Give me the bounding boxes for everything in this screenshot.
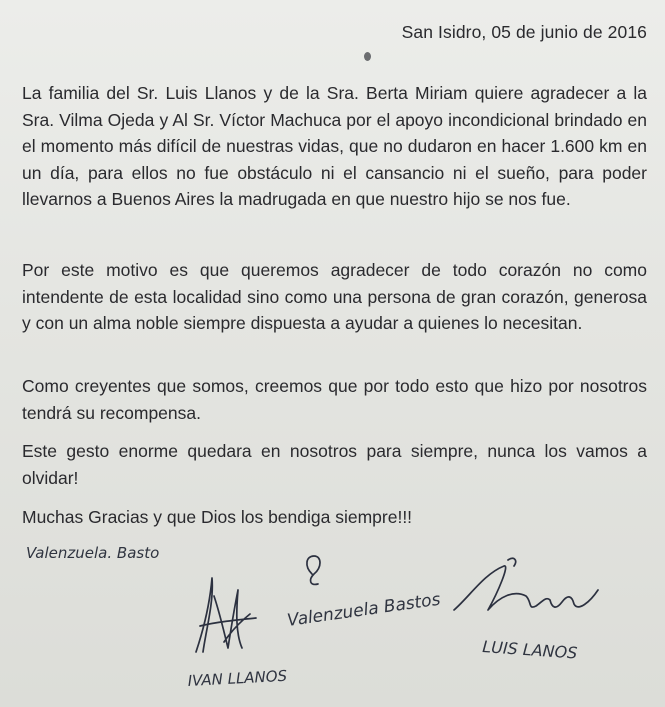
signature-loop-middle [307,556,320,584]
date-line: San Isidro, 05 de junio de 2016 [401,22,647,42]
signature-top-left: Valenzuela. Basto [26,544,160,562]
signature-scribble-left [196,578,256,652]
paragraph-thanks: La familia del Sr. Luis Llanos y de la Sra. Berta Miriam quiere agradecer a la Sra. Vilma Ojeda y Al Sr. Víctor Machuca por el apoyo incondicional brindado en el momento más difícil de nuestras vidas, que no dudaron en hacer 1.600 km en un día, para ellos no fue obstáculo ni el cansancio ni el sueño, para poder llevarnos a Buenos Aires la madrugada en que nuestro hijo se nos fue. [22,83,647,210]
signature-cursive-right [454,558,598,610]
signatures-area [0,530,665,707]
closing-line: Muchas Gracias y que Dios los bendiga siempre!!! [22,507,413,527]
signature-left-name: IVAN LLANOS [187,666,288,690]
ink-dot [364,52,371,61]
signature-right-name: LUIS LANOS [481,637,578,663]
paragraph-motive: Por este motivo es que queremos agradecer de todo corazón no como intendente de esta localidad sino como una persona de gran corazón, generosa y con un alma noble siempre dispuesta a ayudar a quienes lo necesitan. [22,260,647,334]
paragraph-believers: Como creyentes que somos, creemos que por todo esto que hizo por nosotros tendrá su recompensa. [22,376,647,423]
paragraph-gesture: Este gesto enorme quedara en nosotros para siempre, nunca los vamos a olvidar! [22,441,647,488]
signature-middle: Valenzuela Bastos [285,589,442,631]
